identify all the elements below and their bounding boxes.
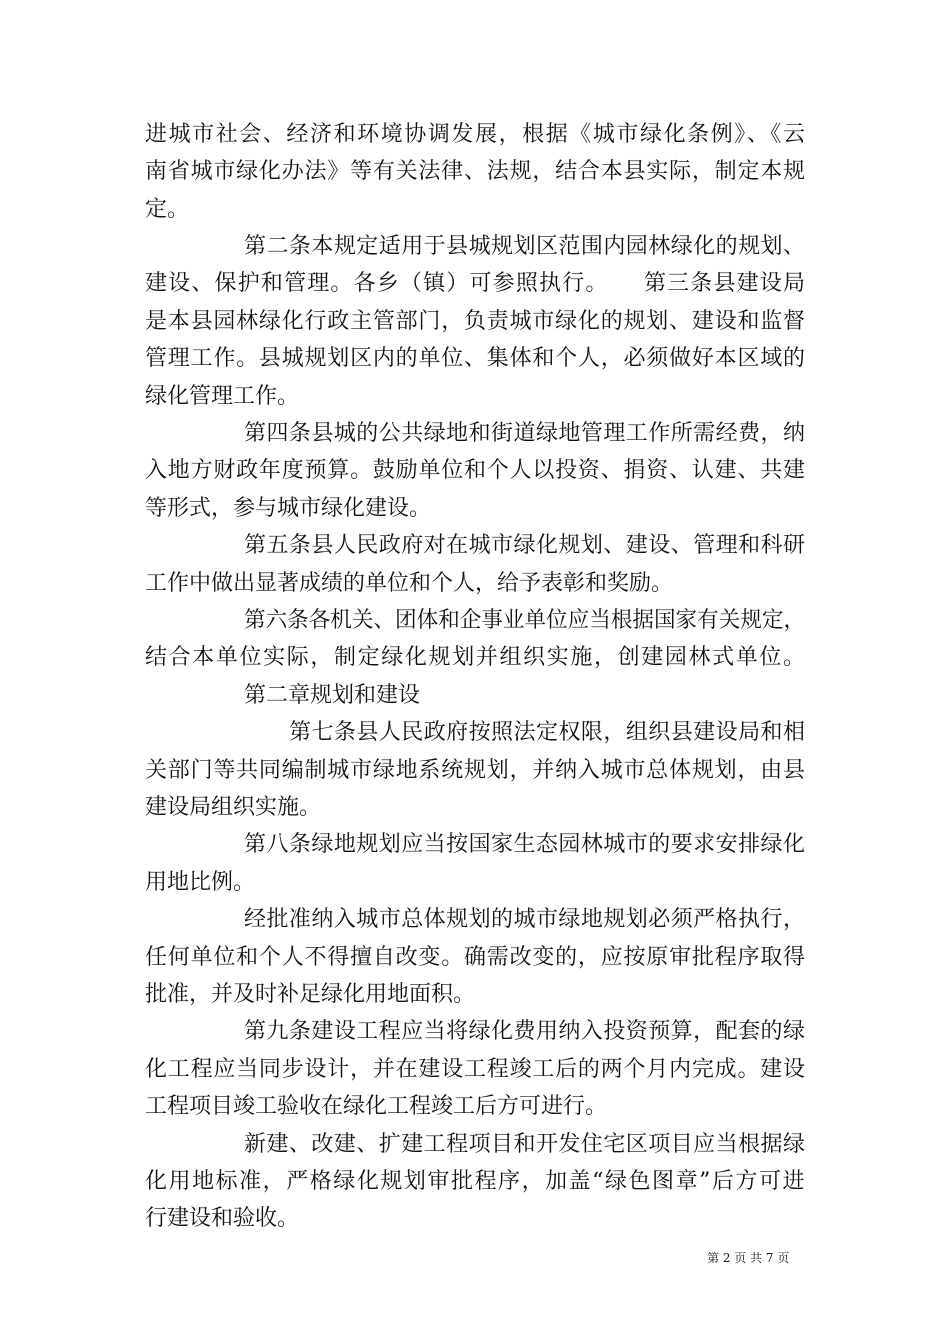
text-line: 入地方财政年度预算。鼓励单位和个人以投资、捐资、认建、共建 <box>145 458 806 483</box>
text-line: 新建、改建、扩建工程项目和开发住宅区项目应当根据绿 <box>244 1132 806 1157</box>
text-line: 关部门等共同编制城市绿地系统规划，并纳入城市总体规划，由县 <box>145 758 806 783</box>
page-number-footer: 第 2 页 共 7 页 <box>707 1251 790 1265</box>
text-line: 批准，并及时补足绿化用地面积。 <box>145 982 476 1007</box>
text-line: 第七条县人民政府按照法定权限，组织县建设局和相 <box>289 720 806 745</box>
text-line: 等形式，参与城市绿化建设。 <box>145 496 432 521</box>
text-line: 是本县园林绿化行政主管部门，负责城市绿化的规划、建设和监督 <box>145 309 806 334</box>
text-line: 进城市社会、经济和环境协调发展，根据《城市绿化条例》、《云 <box>145 122 807 147</box>
text-line: 第八条绿地规划应当按国家生态园林城市的要求安排绿化 <box>244 832 806 857</box>
text-line: 工程项目竣工验收在绿化工程竣工后方可进行。 <box>145 1094 608 1119</box>
text-line: 定。 <box>145 197 190 222</box>
text-line: 行建设和验收。 <box>145 1206 300 1231</box>
text-line: 绿化管理工作。 <box>145 384 300 409</box>
text-line: 第二条本规定适用于县城规划区范围内园林绿化的规划、 <box>244 234 806 259</box>
text-line: 用地比例。 <box>145 870 256 895</box>
text-line: 第六条各机关、团体和企事业单位应当根据国家有关规定， <box>244 608 806 633</box>
text-line: 第五条县人民政府对在城市绿化规划、建设、管理和科研 <box>244 533 806 558</box>
text-line: 经批准纳入城市总体规划的城市绿地规划必须严格执行， <box>244 907 806 932</box>
text-line: 工作中做出显著成绩的单位和个人，给予表彰和奖励。 <box>145 571 674 596</box>
text-line: 第九条建设工程应当将绿化费用纳入投资预算，配套的绿 <box>244 1019 806 1044</box>
text-line: 结合本单位实际，制定绿化规划并组织实施，创建园林式单位。 <box>145 645 807 670</box>
text-line: 化工程应当同步设计，并在建设工程竣工后的两个月内完成。建设 <box>145 1057 806 1082</box>
text-line: 任何单位和个人不得擅自改变。确需改变的，应按原审批程序取得 <box>145 945 806 970</box>
text-line: 建设、保护和管理。各乡（镇）可参照执行。 第三条县建设局 <box>145 271 807 296</box>
text-line: 南省城市绿化办法》等有关法律、法规，结合本县实际，制定本规 <box>145 159 806 184</box>
text-line: 化用地标准，严格绿化规划审批程序，加盖“绿色图章”后方可进 <box>145 1169 807 1194</box>
text-line: 管理工作。县城规划区内的单位、集体和个人，必须做好本区域的 <box>145 346 806 371</box>
chapter-heading: 第二章规划和建设 <box>244 683 421 708</box>
text-line: 第四条县城的公共绿地和街道绿地管理工作所需经费，纳 <box>244 421 806 446</box>
text-line: 建设局组织实施。 <box>145 795 322 820</box>
